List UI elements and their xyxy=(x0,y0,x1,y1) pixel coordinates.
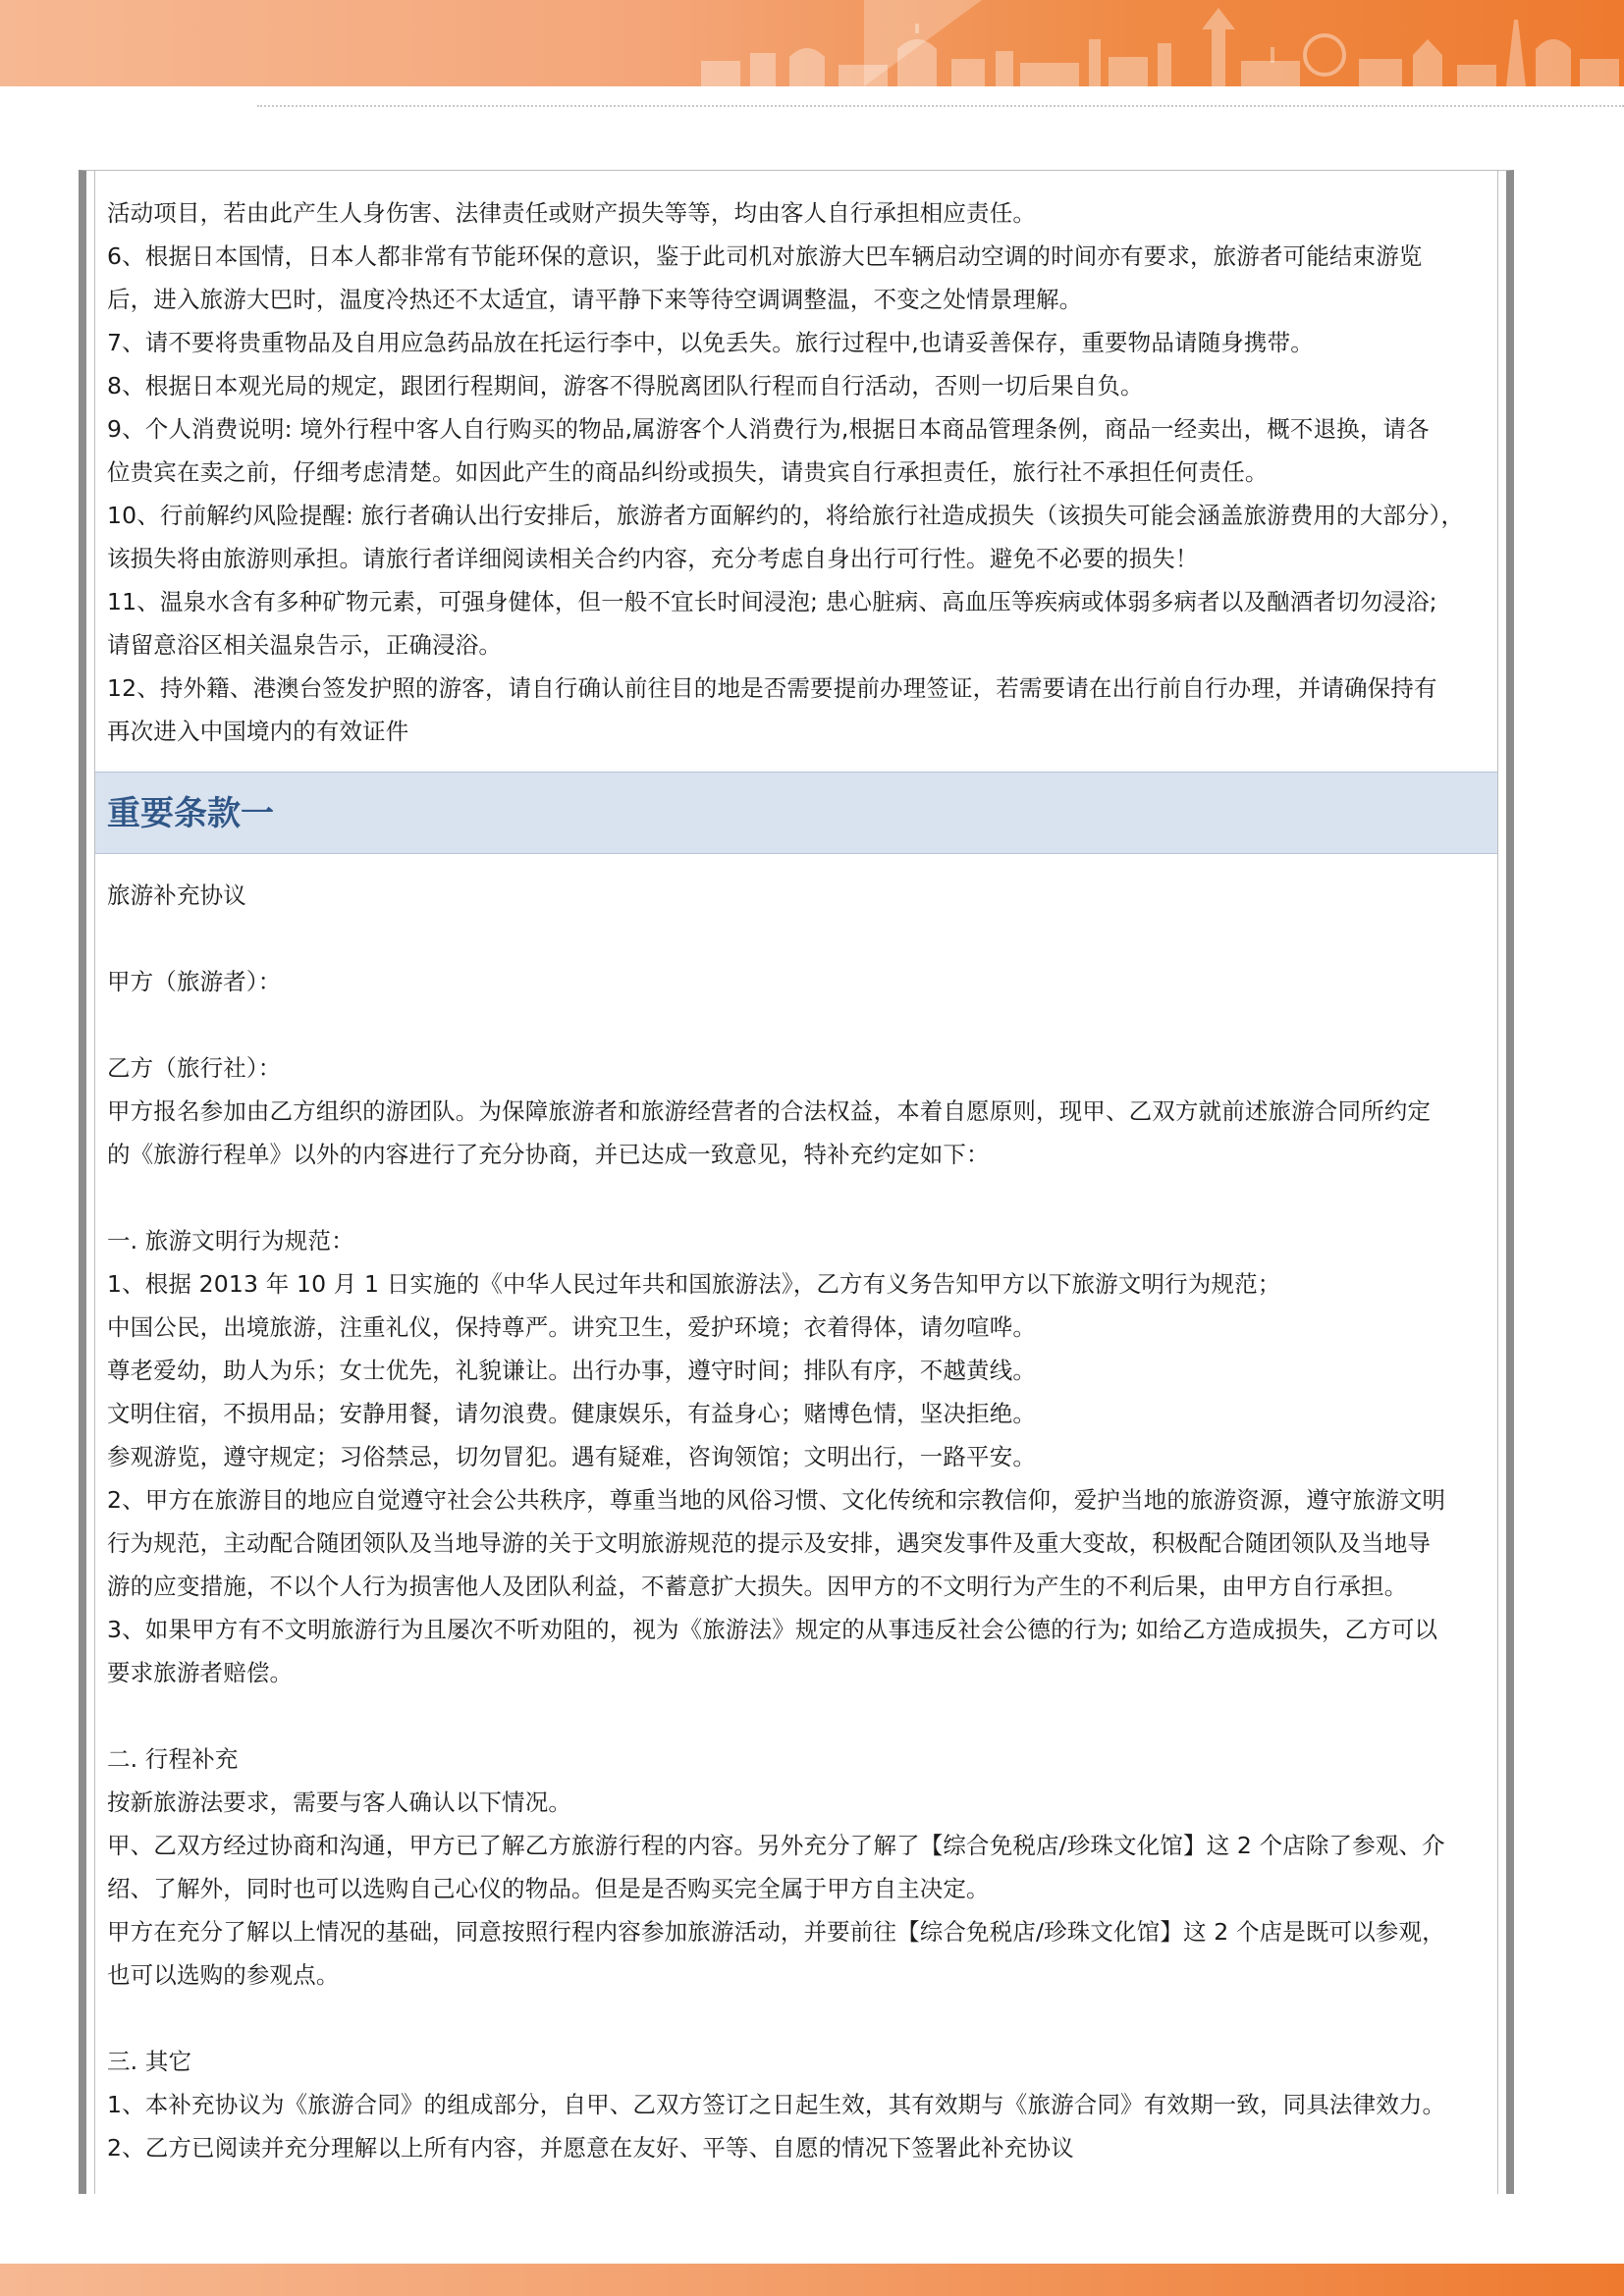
section-2-line: 也可以选购的参观点。 xyxy=(107,1961,340,1989)
party-b-label: 乙方（旅行社）： xyxy=(107,1054,282,1082)
party-a-label: 甲方（旅游者）： xyxy=(107,968,282,995)
section-2-line: 绍、了解外，同时也可以选购自己心仪的物品。但是是否购买完全属于甲方自主决定。 xyxy=(107,1875,990,1902)
section-1-line: 1、根据 2013 年 10 月 1 日实施的《中华人民过年共和国旅游法》，乙方有义务告知甲方以下旅游文明行为规范； xyxy=(107,1270,1281,1298)
notice-line: 请留意浴区相关温泉告示，正确浸浴。 xyxy=(107,631,503,659)
notice-line: 9、个人消费说明: 境外行程中客人自行购买的物品,属游客个人消费行为,根据日本商品管理条例，商品一经卖出，概不退换，请各 xyxy=(107,415,1430,443)
intro-line: 的《旅游行程单》以外的内容进行了充分协商，并已达成一致意见，特补充约定如下： xyxy=(107,1141,990,1168)
intro-line: 甲方报名参加由乙方组织的游团队。为保障旅游者和旅游经营者的合法权益，本着自愿原则，现甲、乙双方就前述旅游合同所约定 xyxy=(107,1097,1432,1125)
header-rule xyxy=(257,105,1624,107)
content-frame xyxy=(79,170,1514,2194)
section-1-line: 文明住宿，不损用品；安静用餐，请勿浪费。健康娱乐，有益身心；赌博色情，坚决拒绝。 xyxy=(107,1400,1036,1427)
section-title: 重要条款一 xyxy=(107,794,274,833)
section-2-heading: 二. 行程补充 xyxy=(107,1745,239,1773)
notice-line: 再次进入中国境内的有效证件 xyxy=(107,718,409,745)
top-banner xyxy=(0,0,1624,86)
notice-line: 12、持外籍、港澳台签发护照的游客，请自行确认前往目的地是否需要提前办理签证，若需要请在出行前自行办理，并请确保持有 xyxy=(107,674,1437,702)
section-1-line: 尊老爱幼，助人为乐；女士优先，礼貌谦让。出行办事，遵守时间；排队有序，不越黄线。 xyxy=(107,1357,1036,1384)
city-skyline-icon xyxy=(681,0,1624,86)
section-2-line: 甲、乙双方经过协商和沟通，甲方已了解乙方旅游行程的内容。另外充分了解了【综合免税店/珍珠文化馆】这 2 个店除了参观、介 xyxy=(107,1832,1445,1859)
notice-line: 11、温泉水含有多种矿物元素，可强身健体，但一般不宜长时间浸泡; 患心脏病、高血压等疾病或体弱多病者以及酗酒者切勿浸浴; xyxy=(107,588,1437,615)
notice-line: 后，进入旅游大巴时，温度冷热还不太适宜，请平静下来等待空调调整温，不变之处情景理解。 xyxy=(107,286,1083,313)
notice-line: 活动项目，若由此产生人身伤害、法律责任或财产损失等等，均由客人自行承担相应责任。 xyxy=(107,199,1036,227)
section-1-line: 要求旅游者赔偿。 xyxy=(107,1659,294,1686)
notice-line: 8、根据日本观光局的规定，跟团行程期间，游客不得脱离团队行程而自行活动，否则一切后果自负。 xyxy=(107,372,1144,400)
section-1-line: 中国公民，出境旅游，注重礼仪，保持尊严。讲究卫生，爱护环境；衣着得体，请勿喧哗。 xyxy=(107,1313,1036,1341)
section-2-line: 甲方在充分了解以上情况的基础，同意按照行程内容参加旅游活动，并要前往【综合免税店/珍珠文化馆】这 2 个店是既可以参观， xyxy=(107,1918,1445,1946)
section-1-line: 参观游览，遵守规定；习俗禁忌，切勿冒犯。遇有疑难，咨询领馆；文明出行，一路平安。 xyxy=(107,1443,1036,1470)
bottom-banner xyxy=(0,2264,1624,2296)
section-1-line: 3、如果甲方有不文明旅游行为且屡次不听劝阻的，视为《旅游法》规定的从事违反社会公德的行为; 如给乙方造成损失，乙方可以 xyxy=(107,1616,1438,1643)
section-1-line: 游的应变措施，不以个人行为损害他人及团队利益，不蓄意扩大损失。因甲方的不文明行为产生的不利后果，由甲方自行承担。 xyxy=(107,1573,1408,1600)
section-3-line: 2、乙方已阅读并充分理解以上所有内容，并愿意在友好、平等、自愿的情况下签署此补充协议 xyxy=(107,2134,1074,2162)
section-1-heading: 一. 旅游文明行为规范： xyxy=(107,1227,354,1255)
notice-line: 10、行前解约风险提醒: 旅行者确认出行安排后，旅游者方面解约的，将给旅行社造成损失（该损失可能会涵盖旅游费用的大部分）， xyxy=(107,502,1465,529)
notice-line: 该损失将由旅游则承担。请旅行者详细阅读相关合约内容，充分考虑自身出行可行性。避免不必要的损失！ xyxy=(107,545,1199,572)
section-1-line: 2、甲方在旅游目的地应自觉遵守社会公共秩序，尊重当地的风俗习惯、文化传统和宗教信仰，爱护当地的旅游资源，遵守旅游文明 xyxy=(107,1486,1446,1514)
section-header xyxy=(95,772,1497,854)
content-inner xyxy=(94,171,1498,2194)
notice-line: 7、请不要将贵重物品及自用应急药品放在托运行李中，以免丢失。旅行过程中,也请妥善保存，重要物品请随身携带。 xyxy=(107,329,1314,356)
section-1-line: 行为规范，主动配合随团领队及当地导游的关于文明旅游规范的提示及安排，遇突发事件及重大变故，积极配合随团领队及当地导 xyxy=(107,1529,1432,1557)
section-2-line: 按新旅游法要求，需要与客人确认以下情况。 xyxy=(107,1789,571,1816)
notice-line: 6、根据日本国情，日本人都非常有节能环保的意识，鉴于此司机对旅游大巴车辆启动空调的时间亦有要求，旅游者可能结束游览 xyxy=(107,242,1423,270)
section-3-line: 1、本补充协议为《旅游合同》的组成部分，自甲、乙双方签订之日起生效，其有效期与《旅游合同》有效期一致，同具法律效力。 xyxy=(107,2091,1446,2118)
agreement-title: 旅游补充协议 xyxy=(107,881,246,909)
section-3-heading: 三. 其它 xyxy=(107,2048,192,2075)
notice-line: 位贵宾在卖之前，仔细考虑清楚。如因此产生的商品纠纷或损失，请贵宾自行承担责任，旅行社不承担任何责任。 xyxy=(107,458,1269,486)
